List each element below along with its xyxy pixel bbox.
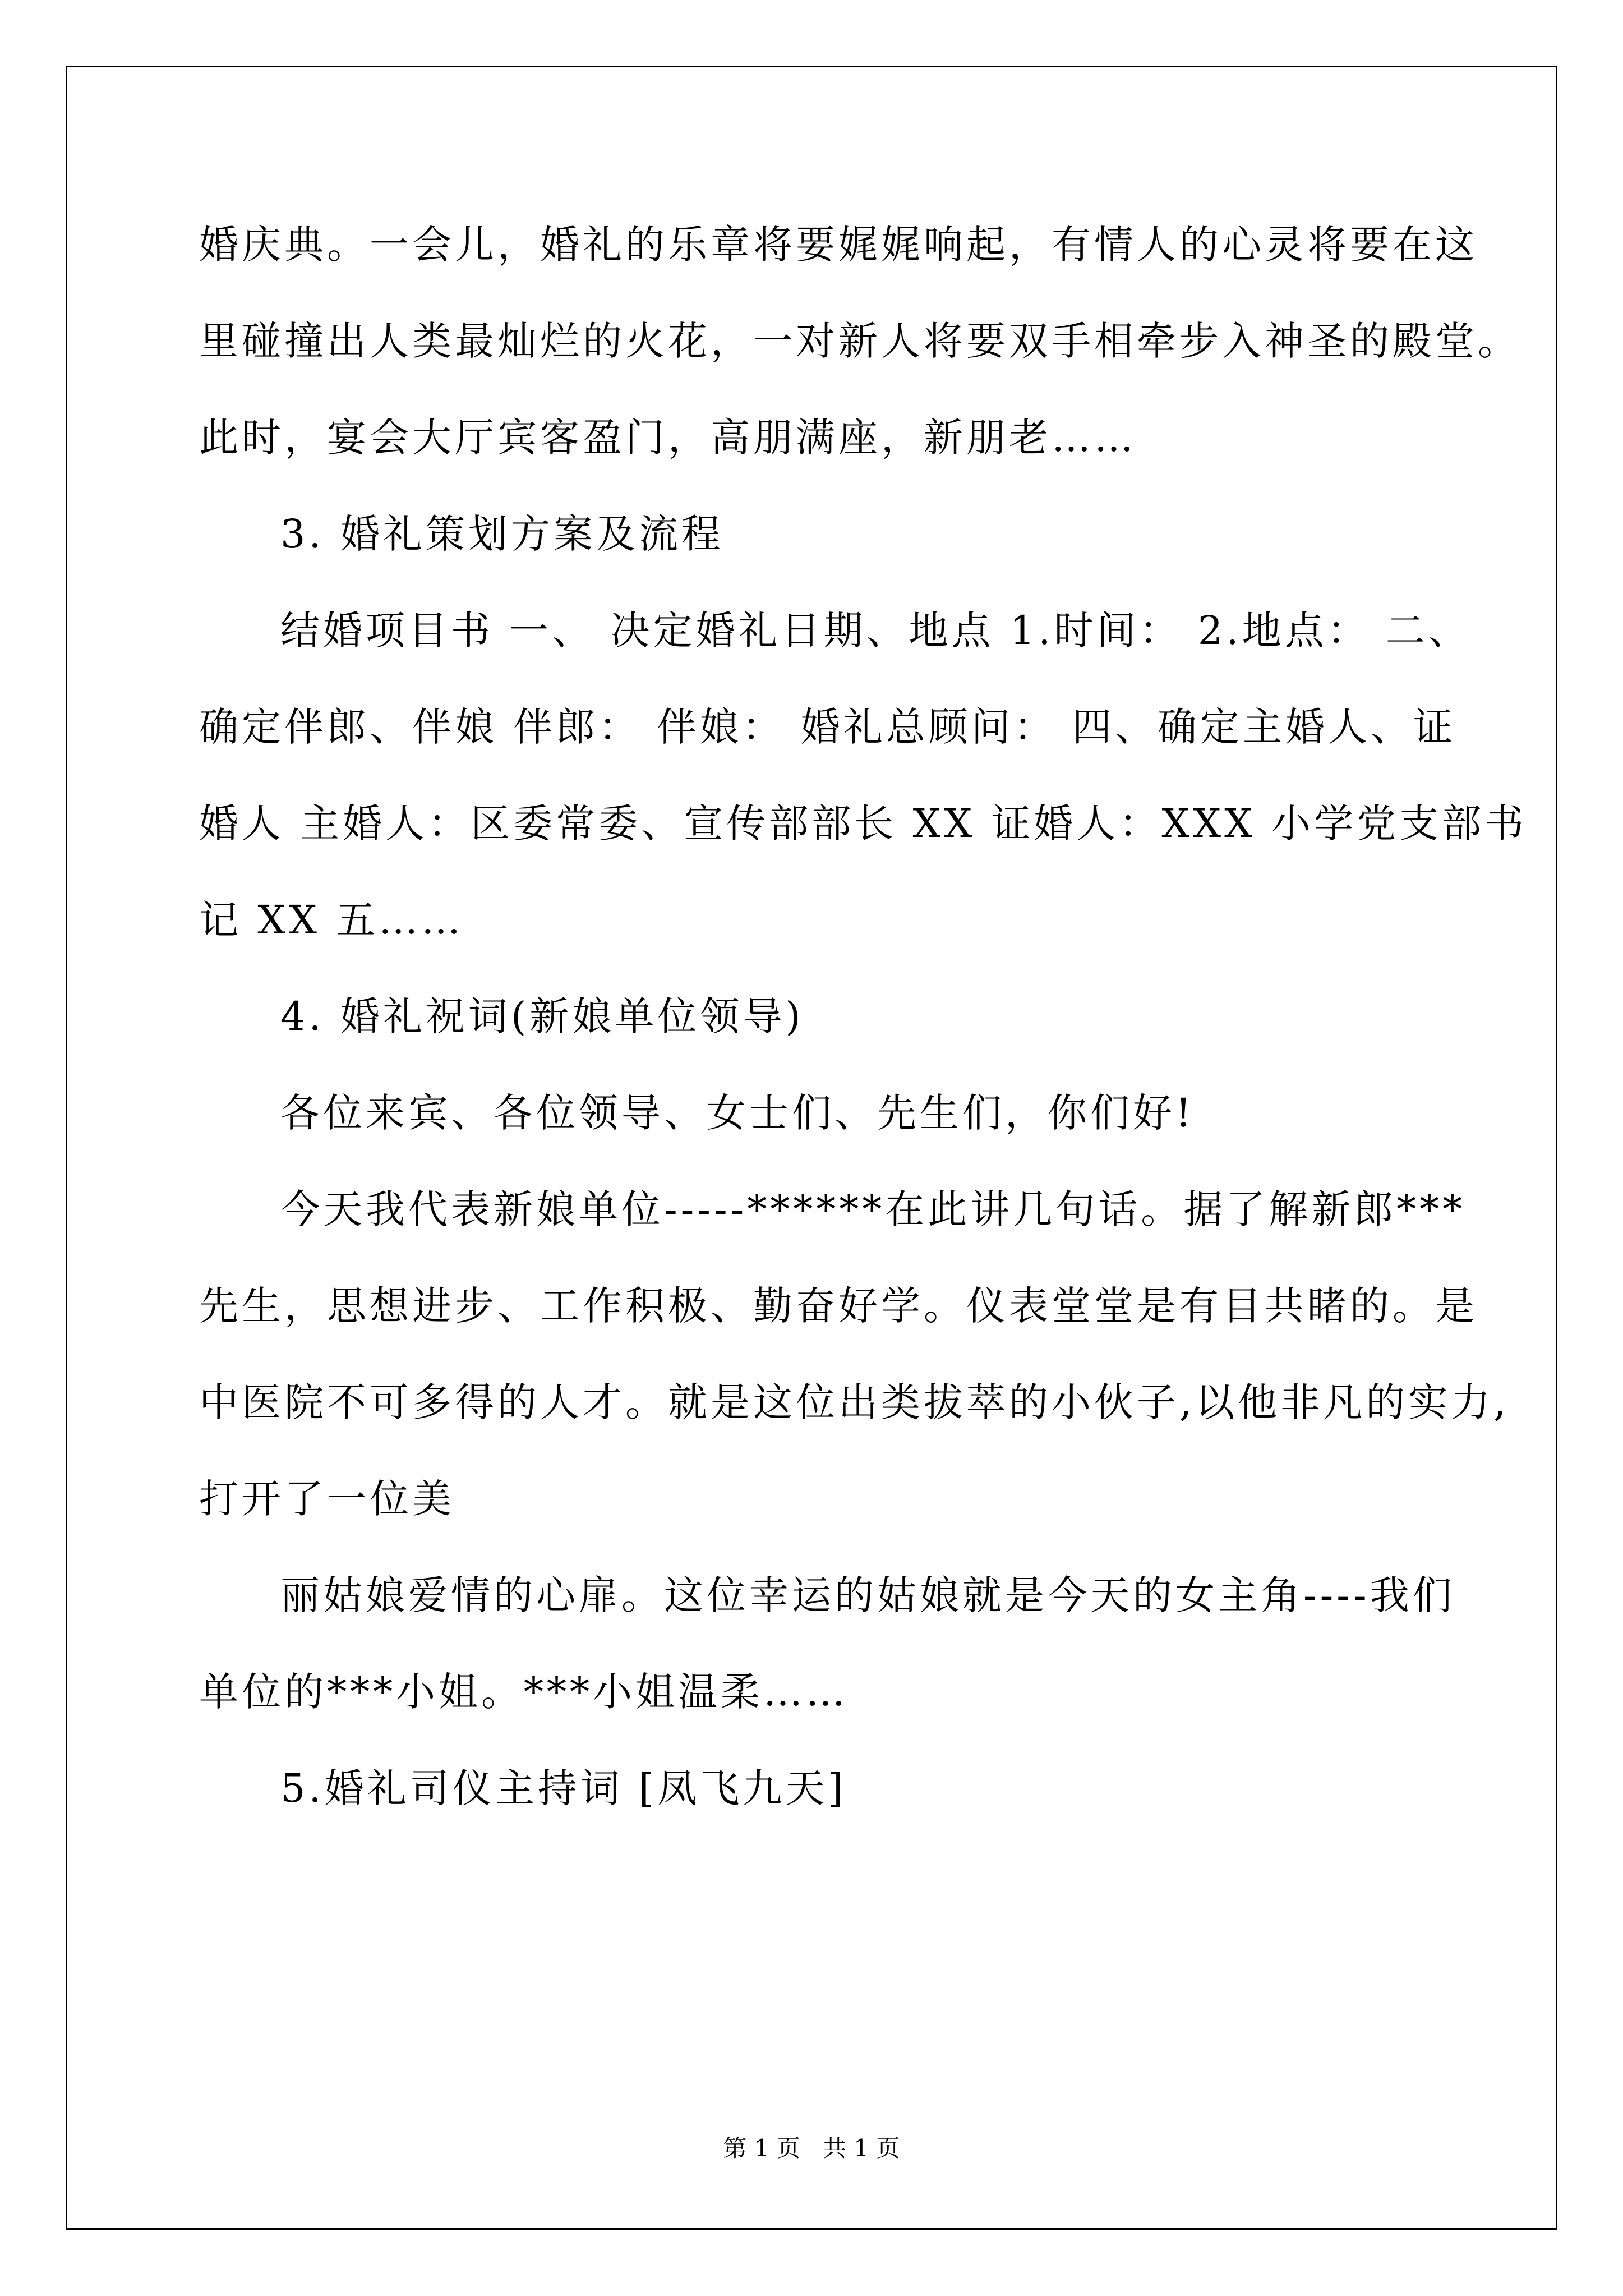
text-line: 单位的***小姐。***小姐温柔…… xyxy=(199,1669,849,1715)
text-line: 结婚项目书 一、 决定婚礼日期、地点 1.时间： 2.地点： 二、 xyxy=(280,608,1471,654)
text-line: 婚庆典。一会儿，婚礼的乐章将要娓娓响起，有情人的心灵将要在这 xyxy=(199,222,1478,268)
text-line: 各位来宾、各位领导、女士们、先生们，你们好! xyxy=(280,1090,1195,1136)
text-line: 记 XX 五…… xyxy=(199,897,464,943)
section-heading: 5.婚礼司仪主持词 [凤飞九天] xyxy=(280,1765,847,1811)
text-line: 打开了一位美 xyxy=(199,1476,455,1522)
text-line: 丽姑娘爱情的心扉。这位幸运的姑娘就是今天的女主角----我们 xyxy=(280,1572,1455,1618)
section-heading: 3. 婚礼策划方案及流程 xyxy=(280,511,725,557)
text-line: 此时，宴会大厅宾客盈门，高朋满座，新朋老…… xyxy=(199,415,1137,461)
section-heading: 4. 婚礼祝词(新娘单位领导) xyxy=(280,993,804,1039)
text-line: 中医院不可多得的人才。就是这位出类拔萃的小伙子,以他非凡的实力, xyxy=(199,1379,1510,1425)
text-line: 确定伴郎、伴娘 伴郎： 伴娘： 婚礼总顾问： 四、确定主婚人、证 xyxy=(199,704,1456,750)
page-footer: 第 1 页 共 1 页 xyxy=(723,2134,900,2162)
text-line: 先生，思想进步、工作积极、勤奋好学。仪表堂堂是有目共睹的。是 xyxy=(199,1283,1478,1329)
text-line: 今天我代表新娘单位-----******在此讲几句话。据了解新郎*** xyxy=(280,1186,1466,1232)
text-line: 婚人 主婚人：区委常委、宣传部部长 XX 证婚人：XXX 小学党支部书 xyxy=(199,800,1528,846)
text-line: 里碰撞出人类最灿烂的火花，一对新人将要双手相牵步入神圣的殿堂。 xyxy=(199,318,1520,364)
document-body xyxy=(199,196,1528,1837)
